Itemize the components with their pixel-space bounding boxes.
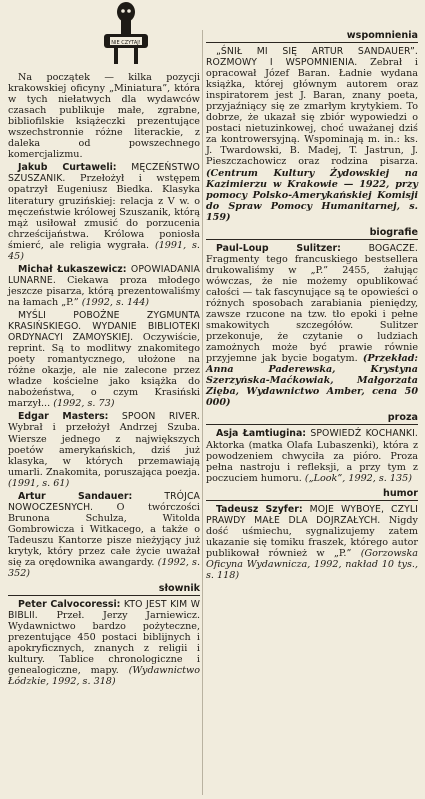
entry-body: Fragmenty tego francuskiego bestsellera drukowaliśmy w „P.” 2455, żałując wówczas, że nie możemy opublikować całości — tak fascynujące są te opowieści o różnych sposobach zarabiania pieniędzy, zawsze rzucone na tzw. tło epoki i pełne smakowitych szczegółów. Sulitzer przekonuje, że czytanie o ludziach zamożnych może być prawie równie przyjemne jak bycie bogatym. (206, 253, 418, 365)
section-header-wspomnienia: wspomnienia (206, 30, 418, 43)
section-header-proza: proza (206, 412, 418, 425)
entry-ref: (Wydawnictwo Łódzkie, 1992, s. 318) (8, 665, 200, 688)
list-item (8, 264, 200, 308)
column-divider (202, 30, 203, 795)
entry-title: TRÓJCA NOWOCZESNYCH. (8, 490, 200, 513)
wspomnienia-entry (206, 46, 418, 223)
slownik-entry (8, 599, 200, 687)
entry-body: Oczywiście, reprint. Są to modlitwy znakomitego poety romantycznego, ułożone na różne okazje, ale nie zalecone przez władze kościelne jako książka do nabożeństwa, o czym Krasiński marzył... (8, 332, 200, 410)
miniatura-list (8, 162, 200, 579)
entry-body: Zebrał i opracował Józef Baran. Ładnie wydana książka, której głównym autorem oraz inspiratorem jest J. Baran, znany poeta, przyjaźniący się ze zmarłym krytykiem. To dobrze, że ukazał się zbiór wypowiedzi o postaci nietuzinkowej, choć uważanej dziś za kontrowersyjną. Wspominają m. in.: ks. J. Twardowski, B. Madej, T. Jastrun, J. Pieszczachowicz oraz rodzina pisarza. (206, 57, 418, 168)
entry-body: Przeł. Jerzy Jarniewicz. Wydawnictwo bardzo pożyteczne, prezentujące 450 postaci biblijnych i apokryficznych, znanych z religii i kultury. Tablice chronologiczne i genealogiczne, mapy. (8, 610, 200, 677)
section-header-biografie: biografie (206, 227, 418, 240)
entry-ref: (1992, s. 352) (8, 557, 200, 580)
section-header-humor: humor (206, 488, 418, 501)
entry-body: Wybrał i przełożył Andrzej Szuba. Wiersze jednego z największych poetów amerykańskich, dziś już klasyka, w których przemawiają umarli. Znakomita, poruszająca poezja. (8, 422, 200, 478)
entry-body: Przełożył i wstępem opatrzył Eugeniusz Biedka. Klasyka literatury gruzińskiej: relacja z V w. o męczeństwie królowej Szuszanik, którą mąż usiłował zmusić do porzucenia chrześcijaństwa. Królowa poniosła śmierć, ale religia wygrała. (8, 173, 200, 251)
entry-ref: (1992, s. 73) (53, 398, 115, 410)
right-column (206, 30, 418, 583)
entry-title: MĘCZEŃSTWO SZUSZANIK. (8, 162, 200, 185)
list-item (8, 310, 200, 409)
entry-ref: („Look”, 1992, s. 135) (304, 472, 412, 484)
biografie-entry (206, 243, 418, 409)
entry-author: Jakub Curtaweli: (18, 162, 117, 174)
entry-title: SPOWIEDŹ KOCHANKI. (310, 428, 418, 440)
entry-body: Nigdy dość uśmiechu, sygnalizujemy zatem ukazanie się tomiku fraszek, którego autor publikował również w „P.” (206, 514, 418, 559)
entry-title: BOGACZE. (368, 242, 418, 254)
book-reader-logo (96, 0, 156, 70)
list-item (8, 491, 200, 579)
entry-ref: (1991, s. 61) (8, 477, 70, 489)
left-column (8, 72, 200, 689)
entry-ref: (1991, s. 45) (8, 239, 200, 262)
entry-title: KTO JEST KIM W BIBLII. (8, 599, 200, 622)
entry-author: Peter Calvocoressi: (18, 599, 121, 611)
entry-author: Artur Sandauer: (18, 490, 133, 502)
logo-caption: NIE CZYTAJ! (111, 40, 141, 46)
entry-ref: (Gorzowska Oficyna Wydawnicza, 1992, nakład 10 tys., s. 118) (206, 547, 418, 581)
entry-ref: (Przekład: Anna Paderewska, Krystyna Szerzyńska-Maćkowiak, Małgorzata Zięba, Wydawnictwo Amber, cena 50 000) (206, 353, 418, 409)
entry-ref: (Centrum Kultury Żydowskiej na Kazimierzu w Krakowie — 1922, przy pomocy Polsko-Amerykańskiej Komisji do Spraw Pomocy Humanitarnej, s. 159) (206, 167, 418, 223)
proza-entry (206, 428, 418, 483)
section-header-slownik: słownik (8, 583, 200, 596)
list-item (8, 411, 200, 488)
entry-author: Edgar Masters: (18, 411, 109, 423)
entry-author: Paul-Loup Sulitzer: (216, 242, 341, 254)
entry-title: OPOWIADANIA LUNARNE. (8, 263, 200, 286)
entry-author: Michał Łukaszewicz: (18, 263, 127, 275)
entry-body: Ciekawa proza młodego jeszcze pisarza, którą prezentowaliśmy na łamach „P.” (8, 274, 200, 308)
entry-title: MOJE WYBOYE, CZYLI PRAWDY MAŁE DLA DOJRZAŁYCH. (206, 503, 418, 526)
entry-body: Aktorka (matka Olafa Lubaszenki), która z powodzeniem chwyciła za pióro. Proza pełna nastroju i refleksji, a przy tym z poczuciem humoru. (206, 439, 418, 484)
entry-body: O twórczości Brunona Schulza, Witolda Gombrowicza i Witkacego, a także o Tadeuszu Kantorze pisze nieżyjący już krytyk, który przez całe życie uważał się za orędownika awangardy. (8, 501, 200, 569)
entry-title: SPOON RIVER. (121, 411, 200, 423)
entry-ref: (1992, s. 144) (81, 296, 150, 308)
entry-title: MYŚLI POBOŻNE ZYGMUNTA KRASIŃSKIEGO. WYDANIE BIBLIOTEKI ORDYNACYI ZAMOYSKIEJ. (8, 309, 200, 344)
humor-entry (206, 504, 418, 581)
entry-author: Asja Łamtiugina: (216, 428, 307, 440)
entry-author: Tadeusz Szyfer: (216, 503, 303, 515)
list-item (8, 162, 200, 261)
entry-title: „ŚNIŁ MI SIĘ ARTUR SANDAUER”. ROZMOWY I WSPOMNIENIA. (206, 46, 418, 69)
intro-paragraph: Na początek — kilka pozycji krakowskiej oficyny „Miniatura”, która w tych niełatwych dla wydawców czasach publikuje małe, zgrabne, bibliofilskie książeczki prezentujące wszechstronnie różne literackie, z daleka od powszechnego komercjalizmu. (8, 72, 200, 161)
